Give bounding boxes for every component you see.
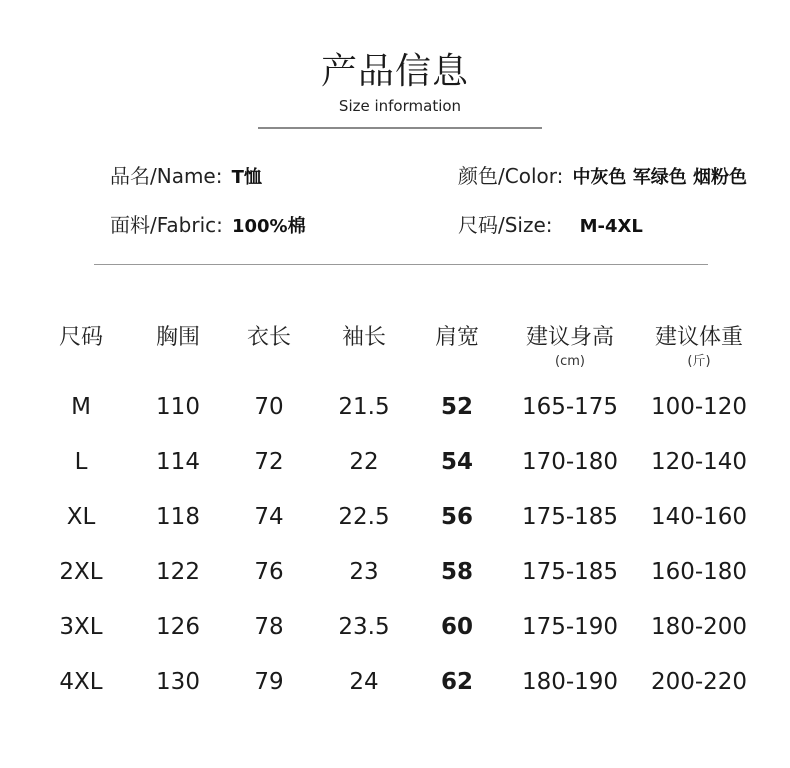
column-header-label: 肩宽 xyxy=(434,325,479,350)
table-cell: 160-180 xyxy=(650,559,748,585)
table-cell: 4XL xyxy=(59,669,103,695)
table-cell: 52 xyxy=(440,394,473,420)
table-cell: 78 xyxy=(254,614,284,640)
table-cell: 175-190 xyxy=(521,614,619,640)
table-cell: 165-175 xyxy=(521,394,619,420)
table-cell: 54 xyxy=(440,449,473,475)
table-cell: 74 xyxy=(254,504,284,530)
table-cell: 175-185 xyxy=(521,559,619,585)
table-cell: 126 xyxy=(156,614,200,640)
table-cell: 140-160 xyxy=(650,504,748,530)
size-value: M-4XL xyxy=(579,216,643,237)
size-label: 尺码/Size: xyxy=(458,213,553,237)
table-cell: 200-220 xyxy=(650,669,748,695)
table-cell: 122 xyxy=(156,559,200,585)
table-cell: 21.5 xyxy=(338,394,390,420)
table-cell: M xyxy=(71,394,91,420)
info-fabric-row xyxy=(110,211,306,239)
table-cell: 118 xyxy=(156,504,200,530)
table-cell: 23.5 xyxy=(338,614,390,640)
table-cell: 72 xyxy=(254,449,284,475)
color-label: 颜色/Color: xyxy=(458,164,564,188)
column-header xyxy=(624,324,774,370)
title-divider xyxy=(258,127,542,129)
table-cell: 130 xyxy=(156,669,200,695)
info-size-row xyxy=(458,211,643,239)
table-cell: 175-185 xyxy=(521,504,619,530)
table-cell: 24 xyxy=(349,669,379,695)
table-cell: 180-190 xyxy=(521,669,619,695)
table-cell: 120-140 xyxy=(650,449,748,475)
color-value: 中灰色 军绿色 烟粉色 xyxy=(572,167,747,188)
table-cell: 23 xyxy=(349,559,379,585)
page-title: 产品信息 xyxy=(320,51,469,92)
table-cell: 114 xyxy=(156,449,200,475)
name-label: 品名/Name: xyxy=(110,164,223,188)
fabric-label: 面料/Fabric: xyxy=(110,213,223,237)
name-value: T恤 xyxy=(231,167,262,188)
table-cell: L xyxy=(74,449,88,475)
column-header xyxy=(495,324,645,370)
table-cell: 3XL xyxy=(59,614,103,640)
table-cell: 2XL xyxy=(59,559,103,585)
table-cell: 22.5 xyxy=(338,504,390,530)
column-header-label: 袖长 xyxy=(341,325,386,350)
column-header-label: 建议体重 xyxy=(654,325,743,350)
info-name-row xyxy=(110,162,262,190)
table-cell: 62 xyxy=(440,669,473,695)
table-cell: 22 xyxy=(349,449,379,475)
table-cell: 110 xyxy=(156,394,200,420)
column-header-label: 建议身高 xyxy=(525,325,614,350)
table-cell: 76 xyxy=(254,559,284,585)
fabric-value: 100%棉 xyxy=(231,216,306,237)
table-cell: 70 xyxy=(254,394,284,420)
column-header-label: 衣长 xyxy=(246,325,291,350)
table-cell: XL xyxy=(66,504,96,530)
table-cell: 60 xyxy=(440,614,473,640)
page-subtitle: Size information xyxy=(338,97,462,115)
table-cell: 100-120 xyxy=(650,394,748,420)
table-cell: 180-200 xyxy=(650,614,748,640)
column-header-unit: (cm) xyxy=(555,354,585,369)
column-header-label: 尺码 xyxy=(58,325,103,350)
table-cell: 58 xyxy=(440,559,473,585)
column-header-label: 胸围 xyxy=(155,325,200,350)
column-header-unit: (斤) xyxy=(687,354,711,369)
table-cell: 79 xyxy=(254,669,284,695)
info-divider xyxy=(94,264,708,265)
table-cell: 170-180 xyxy=(521,449,619,475)
info-color-row xyxy=(458,162,747,190)
table-cell: 56 xyxy=(440,504,473,530)
